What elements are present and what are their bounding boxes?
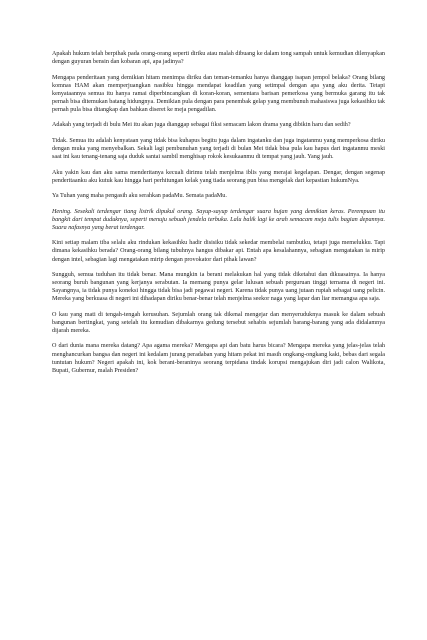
paragraph-4: Tidak. Semua itu adalah kenyataan yang tidak bisa kuhapus begitu juga dalam ingatanku dan juga ingatanmu yang memperkosa diriku dengan muka yang menyebalkan. Sekali lagi pembunuhan yang terjadi di bulan Mei tidak bisa pula kau hapus dari ingatanmu meski saat ini kau tenang-tenang saja duduk santai sambil menghisap rokok kesukaanmu di tempat yang jauh. Yang jauh. bbox=[52, 137, 385, 161]
paragraph-8: Kini setiap malam tiba selalu aku rindukan kekasihku hadir disisiku tidak sekedar membelai rambutku, tetapi juga memelukku. Tapi dimana kekasihku berada? Orang-orang bilang tubuhnya hangus dibakar api. Entah apa kesalahannya, sebagian mengatakan ia mirip dengan intel, sebagian lagi mengatakan mirip dengan provokator dari pihak lawan? bbox=[52, 240, 385, 263]
paragraph-2: Mengapa penderitaan yang demikian hitam menimpa diriku dan teman-temanku hanya dianggap isapan jempol belaka? Orang bilang komnas HAM akan memperjuangkan nasibku hingga mendapat keadilan yang setimpal dengan apa yang aku derita. Tetapi kenyataannya semua itu hanya ramai diperbincangkan di koran-koran, sementara barisan pemerkosa yang bermuka garang itu tak pernah bisa ditemukan batang hidungnya. Demikian pula dengan para penembak gelap yang membunuh mahasiswa juga kekasihku tak pernah pula bisa ditangkap dan bahkan diseret ke meja pengadilan. bbox=[52, 74, 385, 113]
stage-direction-paragraph: Hening. Sesekali terdengar tiang listrik dipukul orang. Sayup-sayup terdengar suara hujan yang demikian keras. Perempuan itu bangkit dari tempat duduknya, seperti menuju sebuah jendela terbuka. Lalu balik lagi ke arah semacam meja tulis bagian depannya. Suara nafasnya yang berat terdengar. bbox=[52, 208, 385, 231]
paragraph-11: O dari dunia mana mereka datang? Apa agama mereka? Mengapa api dan batu harus bicara? Mengapa mereka yang jelas-jelas telah menghancurkan bangsa dan negeri ini kedalam jurang peradaban yang hitam pekat ini masih ongkang-ongkang kaki, bebas dari segala tuntutan hukum? Negeri apakah ini, kok berani-beraninya seorang terpidana tindak korupsi mengajukan diri jadi calon Walikota, Bupati, Gubernur, malah Presiden? bbox=[52, 343, 385, 374]
paragraph-1: Apakah hukum telah berpihak pada orang-orang seperti diriku atau malah dibuang ke dalam tong sampah untuk kemudian dilenyapkan dengan guyuran bensin dan kobaran api, apa jadinya? bbox=[52, 51, 385, 66]
paragraph-9: Sungguh, semua tuduhan itu tidak benar. Mana mungkin ia berani melakukan hal yang tidak diketahui dan dikuasainya. Ia hanya seorang buruh bangunan yang kerjanya serabutan. Ia memang punya gelar lulusan sebuah perguruan tinggi ternama di negeri ini. Sayangnya, ia tidak punya koneksi hingga tidak bisa jadi pegawai negeri. Karena tidak punya uang jutaan rupiah sebagai uang pelicin. Mereka yang berkuasa di negeri ini dihadapan diriku benar-benar telah menjelma seekor naga yang lapar dan liar memangsa apa saja. bbox=[52, 272, 385, 303]
paragraph-6: Ya Tuhan yang maha pengasih aku serahkan padaMu. Semata padaMu. bbox=[52, 193, 227, 200]
paragraph-10: O kau yang mati di tengah-tengah kerusuhan. Sejumlah orang tak dikenal mengejar dan menyeruduknya masuk ke dalam sebuah bangunan bertingkat, yang setelah itu kemudian dibakarnya gedung tersebut sehabis sejumlah barang-barang yang ada didalamnya dijarah mereka. bbox=[52, 311, 385, 334]
paragraph-5: Aku yakin kau dan aku sama menderitanya kecuali dirimu telah menjelma iblis yang merajai kegelapan. Dengar, dengan segenap penderitaanku aku kutuk kau hingga hari perhitungan kelak yang tiada seorang pun bisa mengelak dari kepastian hukumNya. bbox=[52, 169, 385, 184]
paragraph-3: Adakah yang terjadi di bulu Mei itu akan juga dianggap sebagai fiksi semacam lakon drama yang dibikin haru dan sedih? bbox=[52, 122, 351, 129]
